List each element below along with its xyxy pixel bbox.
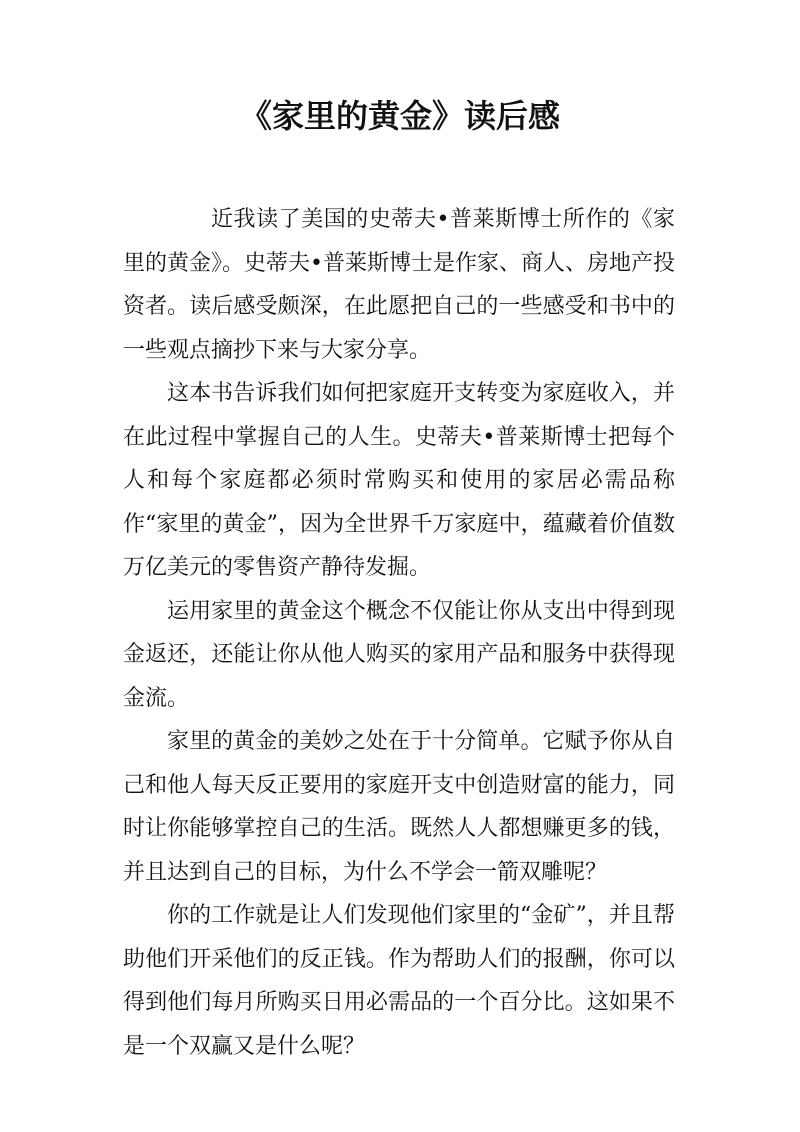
paragraph-5: 你的工作就是让人们发现他们家里的“金矿”，并且帮助他们开采他们的反正钱。作为帮助人们的报酬，你可以得到他们每月所购买日用必需品的一个百分比。这如果不是一个双赢又是什么呢？ [123, 903, 675, 1059]
document-body [123, 198, 675, 1068]
paragraph-1: 近我读了美国的史蒂夫•普莱斯博士所作的《家里的黄金》。史蒂夫•普莱斯博士是作家、商人、房地产投资者。读后感受颇深，在此愿把自己的一些感受和书中的一些观点摘抄下来与大家分享。 [123, 207, 675, 363]
paragraph-3: 运用家里的黄金这个概念不仅能让你从支出中得到现金返还，还能让你从他人购买的家用产品和服务中获得现金流。 [123, 598, 675, 711]
paragraph-4: 家里的黄金的美妙之处在于十分简单。它赋予你从自己和他人每天反正要用的家庭开支中创造财富的能力，同时让你能够掌控自己的生活。既然人人都想赚更多的钱，并且达到自己的目标，为什么不学会一箭双雕呢？ [123, 729, 675, 885]
paragraph-2: 这本书告诉我们如何把家庭开支转变为家庭收入，并在此过程中掌握自己的人生。史蒂夫•普莱斯博士把每个人和每个家庭都必须时常购买和使用的家居必需品称作“家里的黄金”，因为全世界千万家庭中，蕴藏着价值数万亿美元的零售资产静待发掘。 [123, 381, 675, 580]
document-title: 《家里的黄金》读后感 [239, 97, 560, 135]
